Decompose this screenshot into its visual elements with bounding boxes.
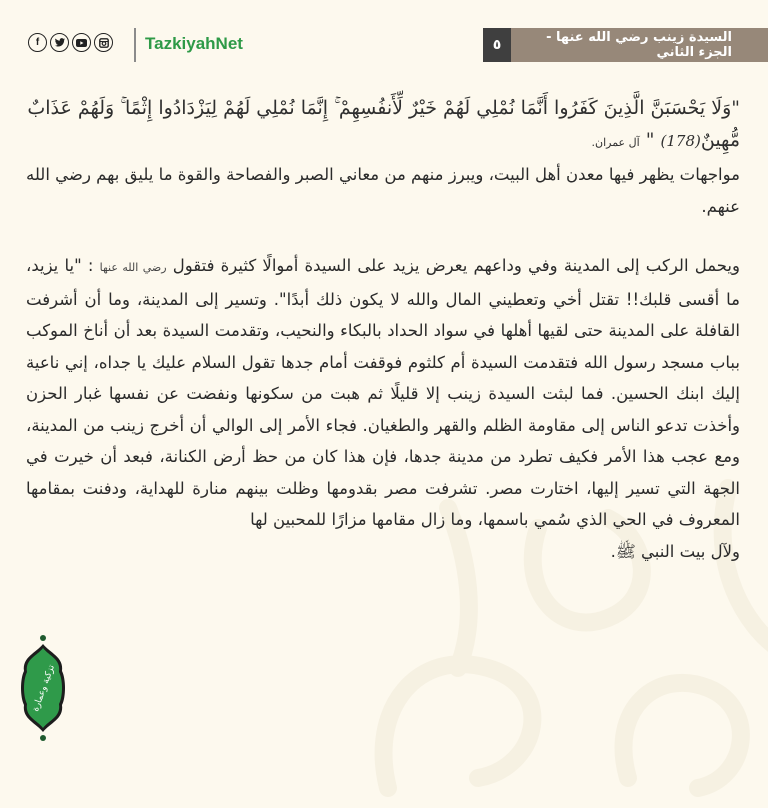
paragraph-2-text-b: : "يا يزيد، ما أقسى قلبك!! تقتل أخي وتعطيني المال والله لا يكون ذلك أبدًا". وتسير إلى المدينة، وما أن أشرفت القافلة على المدينة حتى لقيها أهلها في سواد الحداد بالبكاء والنحيب، وتقدمت السيدة بعد أن أناخ الموكب بباب مسجد رسول الله فتقدمت السيدة أم كلثوم فوقفت أمام جدها تقول السلام عليك يا جداه، إني ناعية إليك ابنك الحسين. فما لبثت السيدة زينب إلا قليلًا ثم هبت من سكونها ونفضت عن نفسها غبار الحزن وأخذت تدعو الناس إلى مقاومة الظلم والقهر والطغيان. فجاء الأمر إلى الوالي أن أخرج زينب من المدينة، ومع عجب هذا الأمر فكيف تطرد من مدينة جدها، فإن هذا كان من حظ أرض الكنانة، فبعد أن خيرت في الجهة التي تسير إليها، اختارت مصر. تشرفت مصر بقدومها وظلت بينهم منارة للهداية، ودفنت بمقامها المعروف في الحي الذي سُمي باسمها، وما زال مقامها مزارًا للمحبين لها — [26, 256, 740, 529]
tazkiyah-logo — [20, 633, 66, 743]
page-title: السيدة زينب رضي الله عنها - الجزء الثاني — [546, 30, 732, 60]
facebook-icon[interactable]: f — [28, 33, 47, 52]
surah-name: آل عمران. — [591, 136, 640, 149]
honorific-radiallahu-anha: رضي الله عنها — [99, 261, 167, 274]
honorific-sallallahu-icon: ﷺ — [615, 541, 636, 561]
verse-text: "وَلَا يَحْسَبَنَّ الَّذِينَ كَفَرُوا أَنَّمَا نُمْلِي لَهُمْ خَيْرٌ لِّأَنفُسِهِمْ ۚ إِنَّمَا نُمْلِي لَهُمْ لِيَزْدَادُوا إِثْمًا ۚ وَلَهُمْ عَذَابٌ مُّهِينٌ — [27, 97, 740, 151]
paragraph-3-period: . — [610, 541, 616, 561]
logo-text: تزكية وعمارة — [30, 663, 57, 714]
paragraph-2 — [26, 250, 740, 536]
social-links — [28, 33, 113, 52]
quran-verse — [26, 92, 740, 159]
verse-number: (178) — [660, 132, 701, 150]
verse-closing-quote: " — [645, 129, 655, 151]
title-bar — [483, 28, 768, 62]
brand-name[interactable]: TazkiyahNet — [145, 34, 243, 53]
paragraph-3 — [26, 536, 740, 568]
paragraph-2-text-a: ويحمل الركب إلى المدينة وفي وداعهم يعرض يزيد على السيدة أموالًا كثيرة فتقول — [172, 256, 740, 275]
youtube-icon[interactable] — [72, 33, 91, 52]
header — [0, 28, 768, 62]
paragraph-1: مواجهات يظهر فيها معدن أهل البيت، ويبرز منهم من معاني الصبر والفصاحة والقوة ما يليق بهم رضي الله عنهم. — [26, 165, 740, 216]
page-number-badge: ٥ — [483, 28, 511, 62]
instagram-icon[interactable] — [94, 33, 113, 52]
article-content — [26, 92, 740, 567]
paragraph-3-text: ولآل بيت النبي — [641, 541, 740, 561]
header-divider — [134, 28, 136, 62]
twitter-icon[interactable] — [50, 33, 69, 52]
